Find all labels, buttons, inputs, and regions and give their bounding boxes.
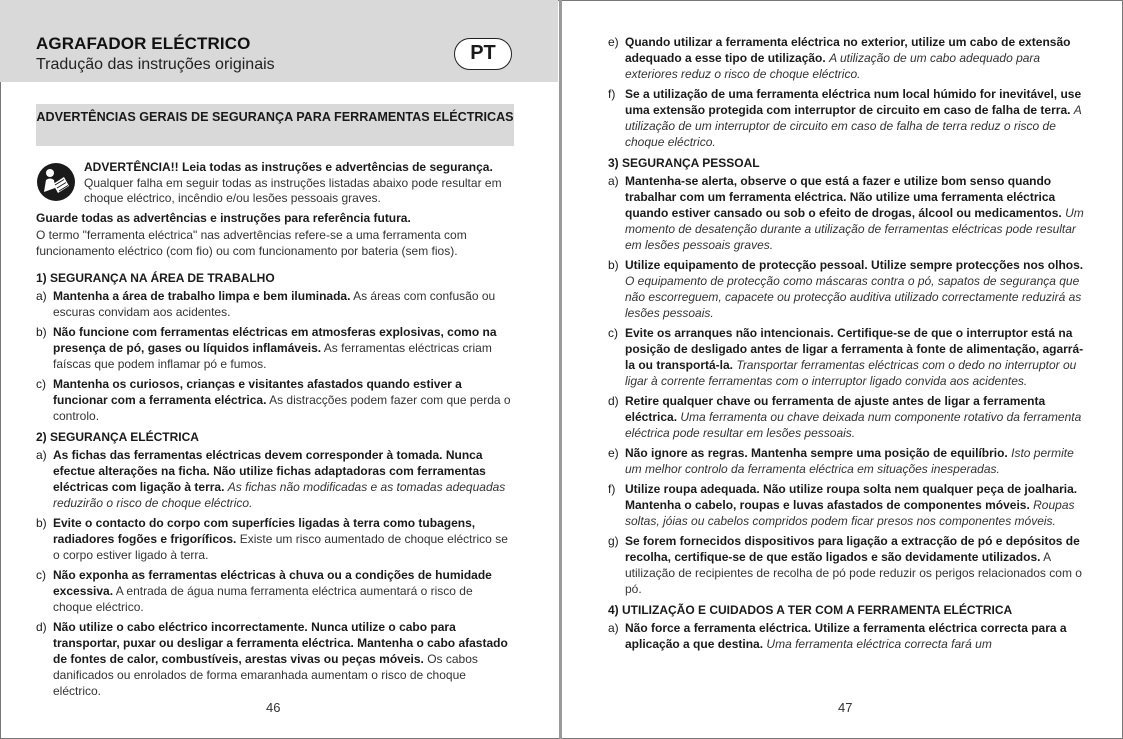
list-item: e) Quando utilizar a ferramenta eléctrica no exterior, utilize um cabo de extensão adequado a esse tipo de utilização. A utilização de um cabo adequado para exteriores reduz o risco de choque eléctrico. (608, 35, 1071, 81)
section-1-heading: 1) SEGURANÇA NA ÁREA DE TRABALHO (36, 271, 275, 285)
warning-normal: Qualquer falha em seguir todas as instruções listadas abaixo pode resultar em choque eléctrico, incêndio e/ou lesões pessoais graves. (84, 175, 502, 205)
list-item: g) Se forem fornecidos dispositivos para ligação a extracção de pó e depósitos de recolha, certifique-se de que estão ligados e são devidamente utilizados. A utilização de recipientes de recolha de pó pode reduzir os perigos relacionados com o pó. (608, 534, 1082, 596)
read-manual-icon (36, 162, 76, 202)
list-item: b) Evite o contacto do corpo com superfícies ligadas à terra como tubagens, radiadores fogões e frigoríficos. Existe um risco aumentado de choque eléctrico se o corpo estiver ligado à terra. (36, 516, 508, 562)
list-item: b) Não funcione com ferramentas eléctricas em atmosferas explosivas, como na presença de pó, gases ou líquidos inflamáveis. As ferramentas eléctricas criam faíscas que podem inflamar pó e fumos. (36, 325, 497, 371)
document-title: AGRAFADOR ELÉCTRICO (36, 34, 251, 53)
list-item: c) Evite os arranques não intencionais. Certifique-se de que o interruptor está na posição de desligado antes de ligar a ferramenta à fonte de alimentação, agarrá-la ou transportá-la. Transportar ferramentas eléctricas com o dedo no interruptor ou ligar à corrente ferramentas com o interruptor ligado convida aos acidentes. (608, 326, 1084, 388)
section-4-heading: 4) UTILIZAÇÃO E CUIDADOS A TER COM A FERRAMENTA ELÉCTRICA (608, 603, 1013, 617)
language-badge: PT (454, 38, 512, 70)
left-column (36, 210, 514, 703)
warning-text (84, 160, 514, 207)
keep-note: Guarde todas as advertências e instruções para referência futura. (36, 211, 411, 225)
list-item: c) Não exponha as ferramentas eléctricas à chuva ou a condições de humidade excessiva. A entrada de água numa ferramenta eléctrica aumentará o risco de choque eléctrico. (36, 568, 492, 614)
page-number-left: 46 (266, 700, 281, 715)
list-item: d) Não utilize o cabo eléctrico incorrectamente. Nunca utilize o cabo para transportar, puxar ou desligar a ferramenta eléctrica. Mantenha o cabo afastado de fontes de calor, combustíveis, arestas vivas ou peças móveis. Os cabos danificados ou enrolados de forma emaranhada aumentam o risco de choque eléctrico. (36, 620, 508, 698)
section-2-heading: 2) SEGURANÇA ELÉCTRICA (36, 430, 199, 444)
list-item: f) Se a utilização de uma ferramenta eléctrica num local húmido for inevitável, use uma extensão protegida com interruptor de circuito em caso de falha de terra. A utilização de um interruptor de circuito em caso de falha de terra reduz o risco de choque eléctrico. (608, 87, 1082, 149)
warning-bold: ADVERTÊNCIA!! Leia todas as instruções e advertências de segurança. (84, 160, 493, 174)
page-gutter (559, 0, 562, 739)
page-number-right: 47 (838, 700, 853, 715)
list-item: c) Mantenha os curiosos, crianças e visitantes afastados quando estiver a funcionar com a ferramenta eléctrica. As distracções podem fazer com que perda o controlo. (36, 377, 511, 423)
list-item: d) Retire qualquer chave ou ferramenta de ajuste antes de ligar a ferramenta eléctrica. Uma ferramenta ou chave deixada num componente rotativo da ferramenta eléctrica pode resultar em lesões pessoais. (608, 394, 1082, 440)
list-item: a) Mantenha-se alerta, observe o que está a fazer e utilize bom senso quando trabalhar com um ferramenta eléctrica. Não utilize uma ferramenta eléctrica quando estiver cansado ou sob o efeito de drogas, álcool ou medicamentos. Um momento de desatenção durante a utilização de ferramentas eléctricas pode resultar em lesões pessoais graves. (608, 174, 1084, 252)
section-title: ADVERTÊNCIAS GERAIS DE SEGURANÇA PARA FERRAMENTAS ELÉCTRICAS (36, 104, 514, 146)
document-subtitle: Tradução das instruções originais (36, 56, 275, 73)
term-note: O termo "ferramenta eléctrica" nas advertências refere-se a uma ferramenta com funcionamento eléctrico (com fio) ou com funcionamento por bateria (sem fios). (36, 228, 467, 258)
right-column (608, 34, 1088, 656)
list-item: e) Não ignore as regras. Mantenha sempre uma posição de equilíbrio. Isto permite um melhor controlo da ferramenta eléctrica em situações inesperadas. (608, 446, 1074, 476)
list-item: f) Utilize roupa adequada. Não utilize roupa solta nem qualquer peça de joalharia. Mantenha o cabelo, roupas e luvas afastados de componentes móveis. Roupas soltas, jóias ou cabelos compridos podem ficar presos nos componentes móveis. (608, 482, 1078, 528)
list-item: a) Mantenha a área de trabalho limpa e bem iluminada. As áreas com confusão ou escuras convidam aos acidentes. (36, 289, 496, 319)
list-item: a) Não force a ferramenta eléctrica. Utilize a ferramenta eléctrica correcta para a aplicação a que destina. Uma ferramenta eléctrica correcta fará um (608, 621, 1067, 651)
list-item: a) As fichas das ferramentas eléctricas devem corresponder à tomada. Nunca efectue alterações na ficha. Não utilize fichas adaptadoras com ferramentas eléctricas com ligação à terra. As fichas não modificadas e as tomadas adequadas reduzirão o risco de choque eléctrico. (36, 448, 506, 510)
section-3-heading: 3) SEGURANÇA PESSOAL (608, 156, 760, 170)
list-item: b) Utilize equipamento de protecção pessoal. Utilize sempre protecções nos olhos. O equipamento de protecção como máscaras contra o pó, sapatos de segurança que não escorreguem, capacete ou protecção auditiva utilizado correctamente reduzirá as lesões pessoais. (608, 258, 1084, 320)
